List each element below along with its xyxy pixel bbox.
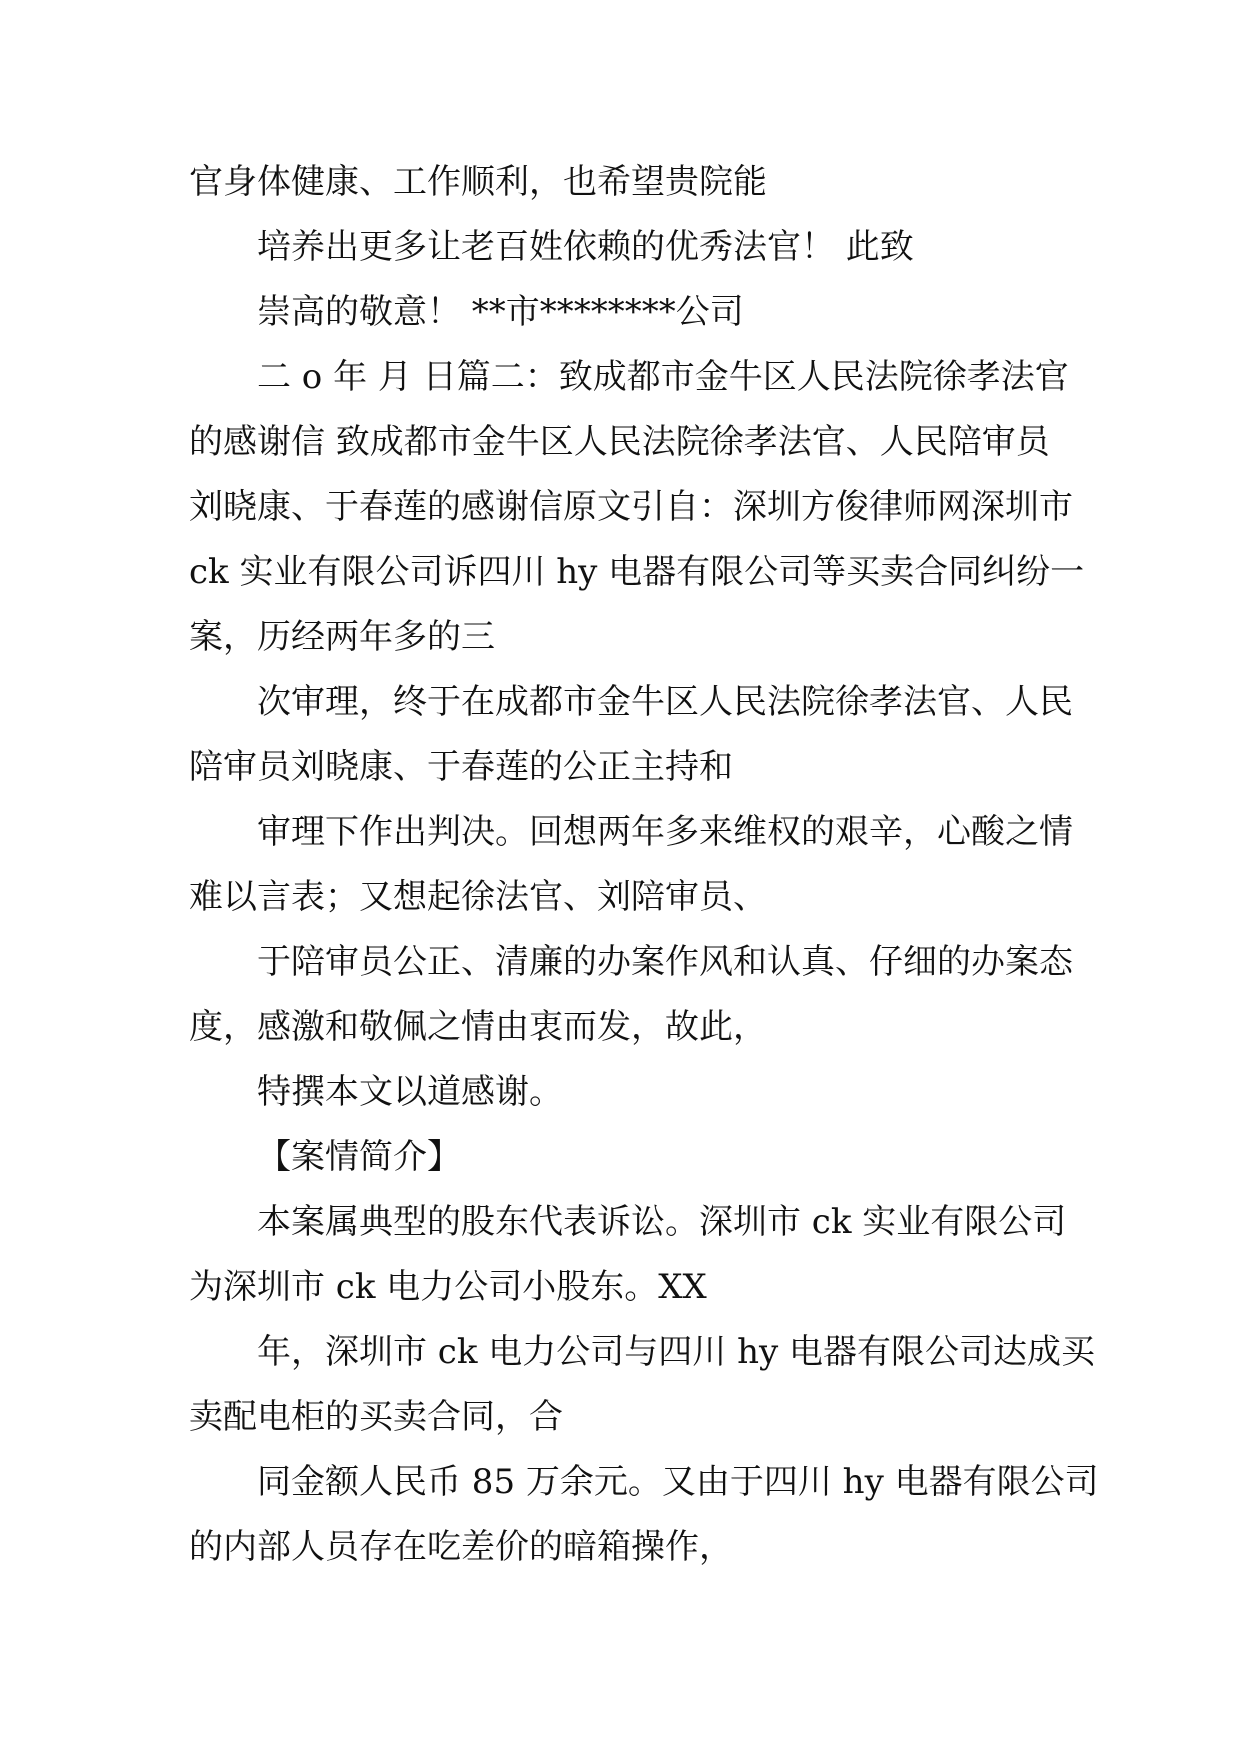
text-line-2: 培养出更多让老百姓依赖的优秀法官！ 此致 — [257, 227, 914, 267]
section-heading: 【案情简介】 — [257, 1137, 461, 1177]
text-line-1: 官身体健康、工作顺利，也希望贵院能 — [189, 162, 767, 202]
text-line-8: 案，历经两年多的三 — [189, 617, 495, 657]
text-line-20: 卖配电柜的买卖合同，合 — [189, 1397, 563, 1437]
text-line-7: ck 实业有限公司诉四川 hy 电器有限公司等买卖合同纠纷一 — [189, 552, 1085, 592]
text-line-22: 的内部人员存在吃差价的暗箱操作， — [189, 1527, 733, 1567]
text-line-3: 崇高的敬意！ **市********公司 — [257, 292, 744, 332]
text-line-17: 本案属典型的股东代表诉讼。深圳市 ck 实业有限公司 — [257, 1202, 1067, 1242]
text-line-15: 特撰本文以道感谢。 — [257, 1072, 563, 1112]
text-line-6: 刘晓康、于春莲的感谢信原文引自：深圳方俊律师网深圳市 — [189, 487, 1073, 527]
document-body — [189, 150, 1099, 1580]
text-line-19: 年，深圳市 ck 电力公司与四川 hy 电器有限公司达成买 — [257, 1332, 1095, 1372]
text-line-9: 次审理，终于在成都市金牛区人民法院徐孝法官、人民 — [257, 682, 1073, 722]
text-line-11: 审理下作出判决。回想两年多来维权的艰辛，心酸之情 — [257, 812, 1073, 852]
text-line-21: 同金额人民币 85 万余元。又由于四川 hy 电器有限公司 — [257, 1462, 1099, 1502]
text-line-12: 难以言表；又想起徐法官、刘陪审员、 — [189, 877, 767, 917]
text-line-13: 于陪审员公正、清廉的办案作风和认真、仔细的办案态 — [257, 942, 1073, 982]
text-line-14: 度，感激和敬佩之情由衷而发，故此， — [189, 1007, 767, 1047]
text-line-5: 的感谢信 致成都市金牛区人民法院徐孝法官、人民陪审员 — [189, 422, 1050, 462]
text-line-10: 陪审员刘晓康、于春莲的公正主持和 — [189, 747, 733, 787]
text-line-4: 二 o 年 月 日篇二：致成都市金牛区人民法院徐孝法官 — [257, 357, 1069, 397]
text-line-18: 为深圳市 ck 电力公司小股东。XX — [189, 1267, 707, 1307]
